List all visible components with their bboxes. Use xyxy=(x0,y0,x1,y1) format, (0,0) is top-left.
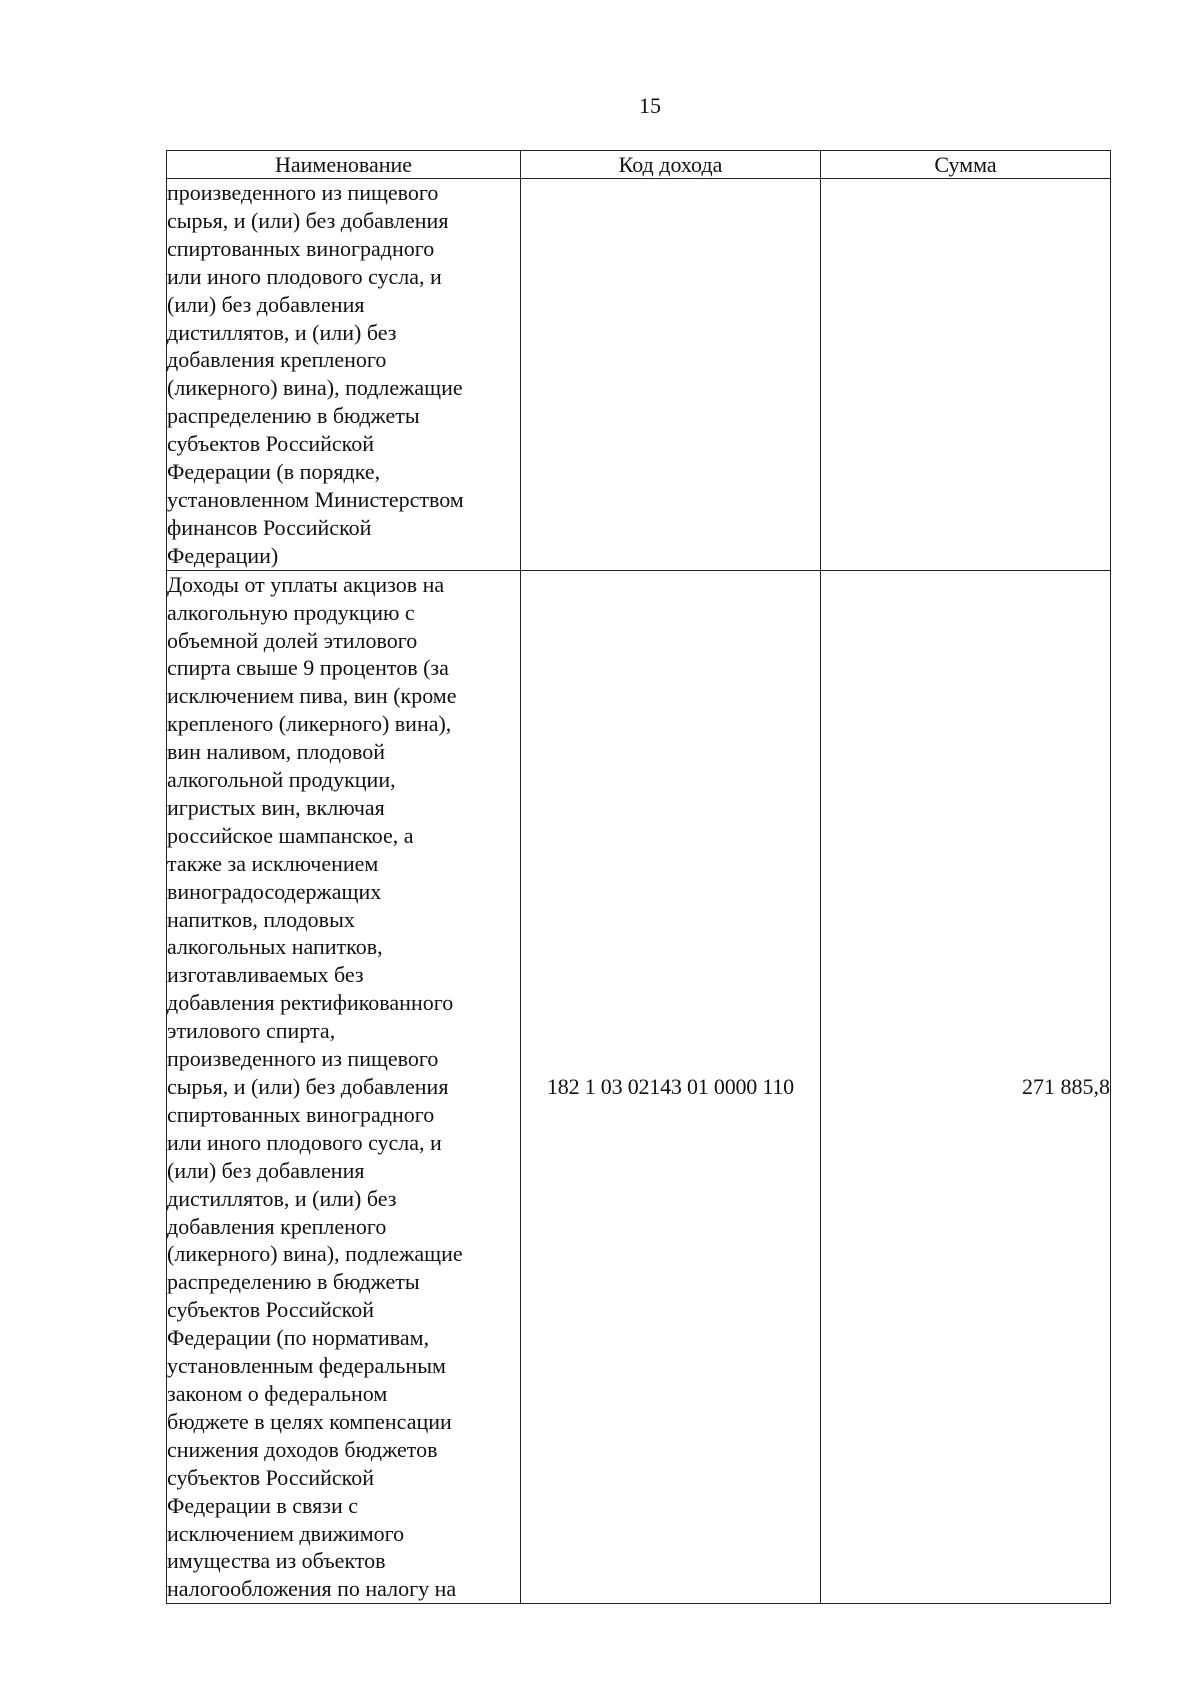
name-line: Федерации) xyxy=(167,542,279,568)
name-line: Доходы от уплаты акцизов на xyxy=(167,571,445,597)
name-line: сырья, и (или) без добавления xyxy=(167,1074,449,1099)
name-line: исключением пива, вин (кроме xyxy=(167,683,457,709)
name-line: субъектов Российской xyxy=(167,1464,375,1490)
name-line: виноградосодержащих xyxy=(167,878,382,904)
sum-cell xyxy=(821,179,1111,571)
name-line: исключением движимого xyxy=(167,1520,405,1546)
sum-cell: 271 885,8 xyxy=(821,570,1111,1604)
name-line: напитков, плодовых xyxy=(167,906,355,932)
name-line: (ликерного) вина), подлежащие xyxy=(167,1241,463,1267)
page-number: 15 xyxy=(639,93,661,118)
name-cell xyxy=(167,570,521,1604)
name-line: (или) без добавления xyxy=(167,291,365,317)
revenue-table xyxy=(166,150,1111,1604)
header-sum: Сумма xyxy=(821,151,1111,179)
name-line: финансов Российской xyxy=(167,514,372,540)
code-cell xyxy=(521,179,821,571)
name-line: крепленого (ликерного) вина), xyxy=(167,711,452,737)
name-line: Федерации в связи с xyxy=(167,1492,358,1518)
name-line: налогообложения по налогу на xyxy=(167,1576,457,1602)
name-line: объемной долей этилового xyxy=(167,627,418,653)
name-line: законом о федеральном xyxy=(167,1380,388,1406)
table-row xyxy=(167,179,1111,571)
name-line: дистиллятов, и (или) без xyxy=(167,1185,397,1211)
name-line: вин наливом, плодовой xyxy=(167,739,385,765)
name-line: алкогольных напитков, xyxy=(167,934,383,960)
table-row xyxy=(167,570,1111,1604)
name-line: имущества из объектов xyxy=(167,1548,386,1574)
name-line: спиртованных виноградного xyxy=(167,235,435,261)
name-line: добавления крепленого xyxy=(167,1213,387,1239)
name-text xyxy=(167,571,520,1604)
name-line: или иного плодового сусла, и xyxy=(167,263,442,289)
header-name: Наименование xyxy=(167,151,521,179)
name-line: Федерации (по нормативам, xyxy=(167,1325,430,1351)
name-line: распределению в бюджеты xyxy=(167,403,420,429)
name-line: сырья, и (или) без добавления xyxy=(167,207,449,233)
name-line: произведенного из пищевого xyxy=(167,180,439,205)
name-line: добавления ректификованного xyxy=(167,990,454,1016)
name-line: субъектов Российской xyxy=(167,431,375,457)
name-line: спирта свыше 9 процентов (за xyxy=(167,655,449,681)
name-line: игристых вин, включая xyxy=(167,794,385,820)
name-line: алкогольной продукции, xyxy=(167,767,396,793)
name-line: (или) без добавления xyxy=(167,1157,365,1183)
name-line: этилового спирта, xyxy=(167,1018,336,1044)
header-code: Код дохода xyxy=(521,151,821,179)
table-header-row xyxy=(167,151,1111,179)
code-cell: 182 1 03 02143 01 0000 110 xyxy=(521,570,821,1604)
name-line: бюджете в целях компенсации xyxy=(167,1408,452,1434)
name-line: (ликерного) вина), подлежащие xyxy=(167,375,463,401)
name-line: дистиллятов, и (или) без xyxy=(167,319,397,345)
name-line: распределению в бюджеты xyxy=(167,1269,420,1295)
name-line: добавления крепленого xyxy=(167,347,387,373)
name-line: снижения доходов бюджетов xyxy=(167,1436,438,1462)
name-line: установленном Министерством xyxy=(167,486,464,512)
name-line: российское шампанское, а xyxy=(167,822,414,848)
name-line: алкогольную продукцию с xyxy=(167,599,415,625)
table-body xyxy=(167,179,1111,1604)
name-line: спиртованных виноградного xyxy=(167,1101,435,1127)
name-line: изготавливаемых без xyxy=(167,962,364,988)
name-line: или иного плодового сусла, и xyxy=(167,1129,442,1155)
name-line: субъектов Российской xyxy=(167,1297,375,1323)
name-line: установленным федеральным xyxy=(167,1353,446,1379)
name-cell xyxy=(167,179,521,571)
name-text xyxy=(167,179,520,570)
name-line: произведенного из пищевого xyxy=(167,1046,439,1072)
name-line: Федерации (в порядке, xyxy=(167,459,381,485)
name-line: также за исключением xyxy=(167,850,379,876)
